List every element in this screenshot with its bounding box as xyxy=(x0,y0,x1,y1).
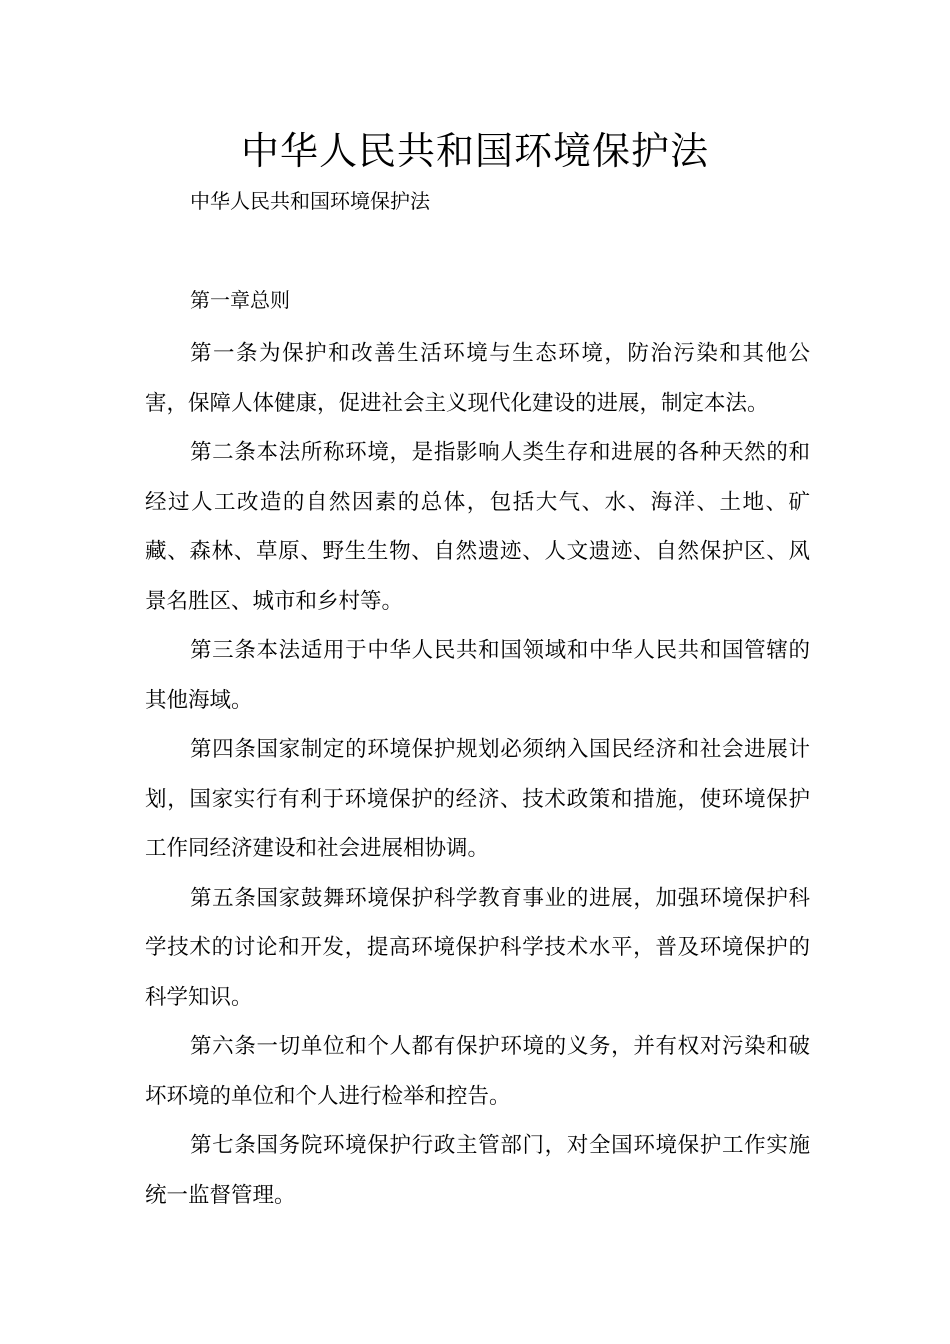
document-title: 中华人民共和国环境保护法 xyxy=(240,129,709,173)
article-2: 第二条本法所称环境，是指影响人类生存和进展的各种天然的和经过人工改造的自然因素的总体，包括大气、水、海洋、土地、矿藏、森林、草原、野生生物、自然遗迹、人文遗迹、自然保护区、风景名胜区、城市和乡村等。 xyxy=(145,440,810,614)
article-1: 第一条为保护和改善生活环境与生态环境，防治污染和其他公害，保障人体健康，促进社会主义现代化建设的进展，制定本法。 xyxy=(145,341,810,416)
article-4: 第四条国家制定的环境保护规划必须纳入国民经济和社会进展计划，国家实行有利于环境保护的经济、技术政策和措施，使环境保护工作同经济建设和社会进展相协调。 xyxy=(145,737,810,861)
article-3: 第三条本法适用于中华人民共和国领域和中华人民共和国管辖的其他海域。 xyxy=(145,638,810,713)
article-5: 第五条国家鼓舞环境保护科学教育事业的进展，加强环境保护科学技术的讨论和开发，提高环境保护科学技术水平，普及环境保护的科学知识。 xyxy=(145,885,810,1010)
article-6: 第六条一切单位和个人都有保护环境的义务，并有权对污染和破坏环境的单位和个人进行检举和控告。 xyxy=(145,1034,810,1109)
article-7: 第七条国务院环境保护行政主管部门，对全国环境保护工作实施统一监督管理。 xyxy=(145,1133,810,1208)
document-subtitle: 中华人民共和国环境保护法 xyxy=(190,189,430,213)
chapter-heading: 第一章总则 xyxy=(190,288,290,312)
document-body xyxy=(145,329,810,1220)
